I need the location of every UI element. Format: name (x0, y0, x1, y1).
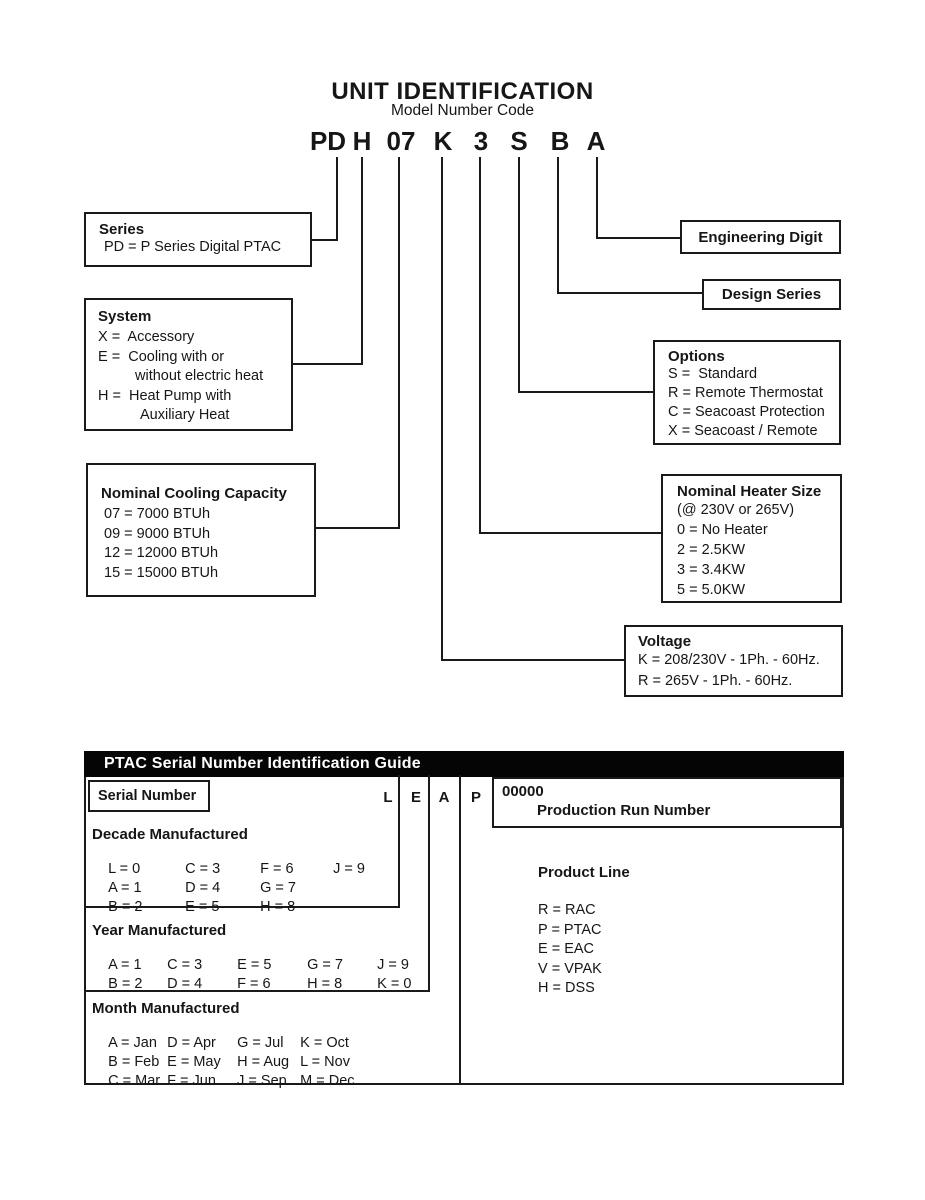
code-cell: K = Oct (300, 1035, 349, 1051)
connector-line (518, 157, 520, 393)
model-code-segment: H (352, 126, 372, 156)
model-code-segment: S (510, 126, 528, 156)
connector-line (518, 391, 655, 393)
model-code-segment: K (433, 126, 453, 156)
box-item: 3 = 3.4KW (677, 562, 746, 578)
code-cell: D = 4 (167, 976, 203, 992)
table-divider (459, 775, 461, 1083)
serial-code-letter: L (383, 789, 393, 806)
box-item: R = 265V - 1Ph. - 60Hz. (638, 672, 793, 689)
code-cell: L = Nov (300, 1054, 350, 1070)
code-cell: A = Jan (108, 1035, 157, 1051)
connector-line (336, 157, 338, 241)
box-subtitle: (@ 230V or 265V) (677, 502, 795, 518)
connector-line (361, 157, 363, 365)
code-cell: E = 5 (185, 899, 220, 915)
box-title: Nominal Cooling Capacity (101, 485, 287, 502)
code-cell: K = 0 (377, 976, 412, 992)
production-run-number-value: 00000 (502, 783, 544, 800)
voltage-box (624, 625, 843, 697)
connector-line (557, 157, 559, 294)
box-item: K = 208/230V - 1Ph. - 60Hz. (638, 652, 820, 668)
connector-line (398, 157, 400, 529)
box-item: Auxiliary Heat (140, 407, 230, 423)
model-code-segment: PD (309, 126, 347, 156)
code-cell: G = 7 (260, 880, 296, 896)
product-line-title: Product Line (538, 864, 630, 881)
connector-line (315, 527, 400, 529)
code-cell: G = 7 (307, 957, 343, 973)
code-cell: H = Aug (237, 1054, 290, 1070)
serial-number-label: Serial Number (88, 780, 210, 812)
connector-line (292, 363, 363, 365)
heater-size-box (661, 474, 842, 603)
code-cell: F = 6 (237, 976, 271, 992)
code-cell: C = 3 (185, 861, 221, 877)
serial-code-letter: A (438, 789, 450, 806)
code-cell: B = 2 (108, 976, 143, 992)
cooling-capacity-box (86, 463, 316, 597)
box-item: C = Seacoast Protection (668, 404, 825, 420)
code-cell: L = 0 (108, 861, 141, 877)
product-line-item: V = VPAK (538, 960, 602, 977)
design-series-box (702, 279, 841, 310)
production-run-box (492, 777, 842, 828)
model-code-segment: B (550, 126, 570, 156)
product-line-item: E = EAC (538, 941, 595, 957)
code-cell: F = 6 (260, 861, 294, 877)
system-box (84, 298, 293, 431)
box-item: 15 = 15000 BTUh (104, 564, 219, 581)
code-cell: A = 1 (108, 880, 142, 896)
box-item: without electric heat (135, 368, 264, 384)
code-cell: E = May (167, 1054, 221, 1070)
code-cell: F = Jun (167, 1073, 216, 1089)
connector-line (441, 659, 626, 661)
box-item: 09 = 9000 BTUh (104, 525, 211, 542)
product-line-item: P = PTAC (538, 921, 602, 938)
month-section-title: Month Manufactured (92, 1000, 240, 1017)
code-cell: H = 8 (260, 899, 296, 915)
code-cell: C = Mar (108, 1073, 161, 1089)
code-cell: A = 1 (108, 957, 142, 973)
code-cell: D = Apr (167, 1035, 216, 1051)
code-cell: E = 5 (237, 957, 272, 973)
series-box (84, 212, 312, 267)
product-line-item: R = RAC (538, 902, 596, 918)
code-cell: B = 2 (108, 899, 143, 915)
connector-line (479, 157, 481, 534)
year-section-title: Year Manufactured (92, 922, 227, 939)
page-title: UNIT IDENTIFICATION (331, 78, 594, 105)
box-item: S = Standard (668, 366, 758, 382)
connector-line (596, 237, 682, 239)
table-divider (398, 775, 400, 908)
box-item: 0 = No Heater (677, 522, 768, 538)
code-cell: J = Sep (237, 1073, 287, 1089)
box-item: E = Cooling with or (98, 348, 225, 365)
box-title: System (98, 308, 152, 325)
product-line-item: H = DSS (538, 980, 595, 996)
box-title: Voltage (638, 633, 692, 650)
code-cell: D = 4 (185, 880, 221, 896)
box-item: 07 = 7000 BTUh (104, 506, 211, 522)
engineering-digit-box (680, 220, 841, 254)
box-item: X = Accessory (98, 329, 195, 345)
serial-guide-header: PTAC Serial Number Identification Guide (84, 751, 844, 777)
code-cell: J = 9 (377, 957, 409, 973)
connector-line (479, 532, 663, 534)
serial-code-letter: E (410, 789, 422, 806)
connector-line (311, 239, 338, 241)
box-item: R = Remote Thermostat (668, 385, 823, 401)
production-run-number-label: Production Run Number (537, 802, 711, 819)
code-cell: M = Dec (300, 1073, 355, 1089)
box-item: 12 = 12000 BTUh (104, 545, 219, 561)
connector-line (557, 292, 704, 294)
box-title: Options (668, 348, 725, 365)
table-divider (428, 775, 430, 992)
decade-section-title: Decade Manufactured (92, 826, 248, 843)
code-cell: B = Feb (108, 1054, 160, 1070)
code-cell: C = 3 (167, 957, 203, 973)
product-line-list (538, 901, 602, 999)
connector-line (441, 157, 443, 661)
box-item: PD = P Series Digital PTAC (104, 239, 282, 255)
model-code-segment: A (586, 126, 606, 156)
box-title: Engineering Digit (698, 228, 823, 246)
box-item: 5 = 5.0KW (677, 582, 746, 598)
model-code-segment: 3 (473, 126, 489, 156)
code-cell: J = 9 (333, 861, 365, 877)
box-item: H = Heat Pump with (98, 387, 232, 404)
box-title: Series (99, 221, 145, 238)
model-code-segment: 07 (386, 126, 416, 156)
box-item: 2 = 2.5KW (677, 542, 746, 558)
options-box (653, 340, 841, 445)
box-item: X = Seacoast / Remote (668, 423, 818, 439)
code-cell: G = Jul (237, 1035, 284, 1051)
table-row (92, 1057, 365, 1105)
code-cell: H = 8 (307, 976, 343, 992)
box-title: Nominal Heater Size (677, 483, 822, 500)
box-title: Design Series (721, 286, 822, 303)
page-subtitle: Model Number Code (390, 102, 534, 119)
serial-code-letter: P (470, 789, 482, 806)
connector-line (596, 157, 598, 239)
